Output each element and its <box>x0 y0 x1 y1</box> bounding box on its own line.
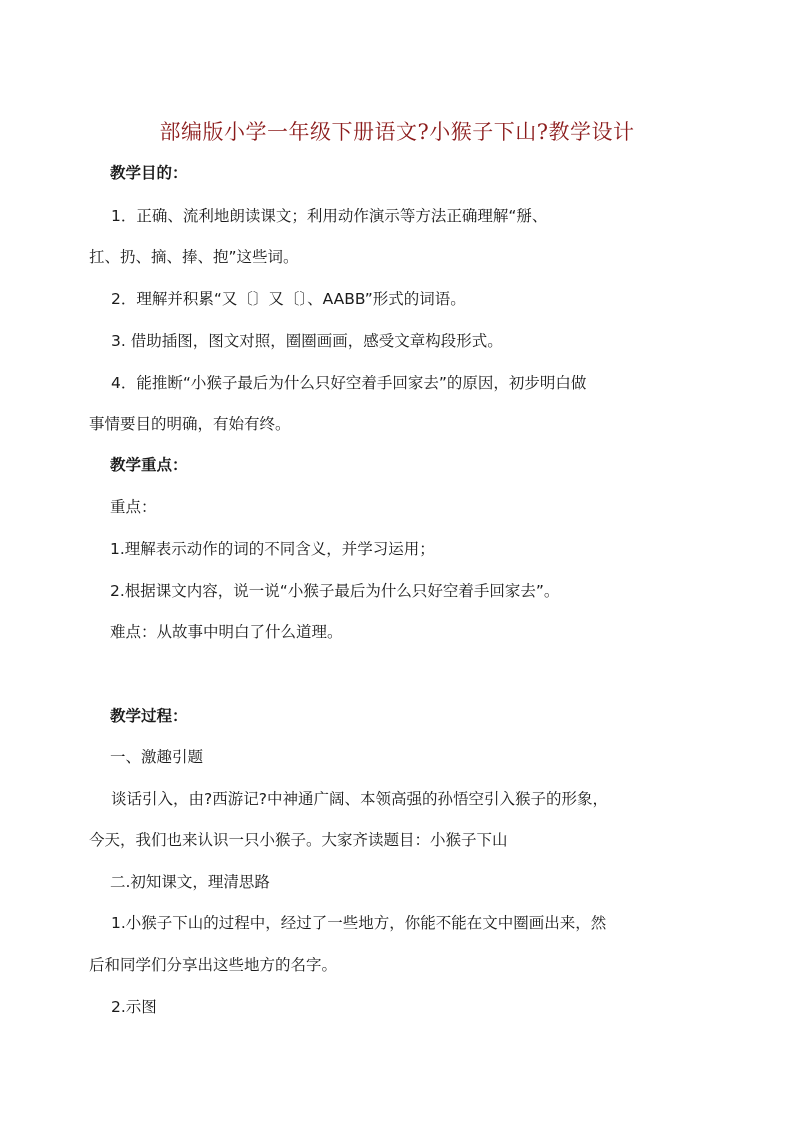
section-1-line-2: 今天，我们也来认识一只小猴子。大家齐读题目：小猴子下山 <box>89 831 508 849</box>
page-title: 部编版小学一年级下册语文?小猴子下山?教学设计 <box>159 120 635 144</box>
key-point-1: 1.理解表示动作的词的不同含义，并学习运用； <box>110 540 435 558</box>
objective-3: 3. 借助插图，图文对照，圈圈画画，感受文章构段形式。 <box>111 332 503 350</box>
difficulty-line: 难点：从故事中明白了什么道理。 <box>110 623 343 641</box>
section-1-heading: 一、激趣引题 <box>110 748 204 766</box>
key-label: 重点： <box>110 498 157 516</box>
section-2-item-1-line-1: 1.小猴子下山的过程中，经过了一些地方，你能不能在文中圈画出来，然 <box>111 914 607 932</box>
section-2-item-2: 2.示图 <box>111 998 157 1016</box>
objective-2: 2．理解并积累“又〔〕又〔〕、AABB”形式的词语。 <box>111 290 466 308</box>
objective-1-line-2: 扛、扔、摘、捧、抱”这些词。 <box>89 248 299 266</box>
objective-4-line-2: 事情要目的明确，有始有终。 <box>89 415 291 433</box>
key-point-2: 2.根据课文内容，说一说“小猴子最后为什么只好空着手回家去”。 <box>110 582 560 600</box>
objective-1-line-1: 1．正确、流利地朗读课文；利用动作演示等方法正确理解“掰、 <box>111 207 548 225</box>
section-1-line-1: 谈话引入，由?西游记?中神通广阔、本领高强的孙悟空引入猴子的形象， <box>111 790 608 808</box>
objective-4-line-1: 4．能推断“小猴子最后为什么只好空着手回家去”的原因，初步明白做 <box>111 374 587 392</box>
section-2-heading: 二.初知课文，理清思路 <box>110 873 270 891</box>
section-2-item-1-line-2: 后和同学们分享出这些地方的名字。 <box>89 956 338 974</box>
process-heading: 教学过程： <box>110 707 188 725</box>
objectives-heading: 教学目的： <box>110 164 188 182</box>
key-points-heading: 教学重点： <box>110 456 188 474</box>
